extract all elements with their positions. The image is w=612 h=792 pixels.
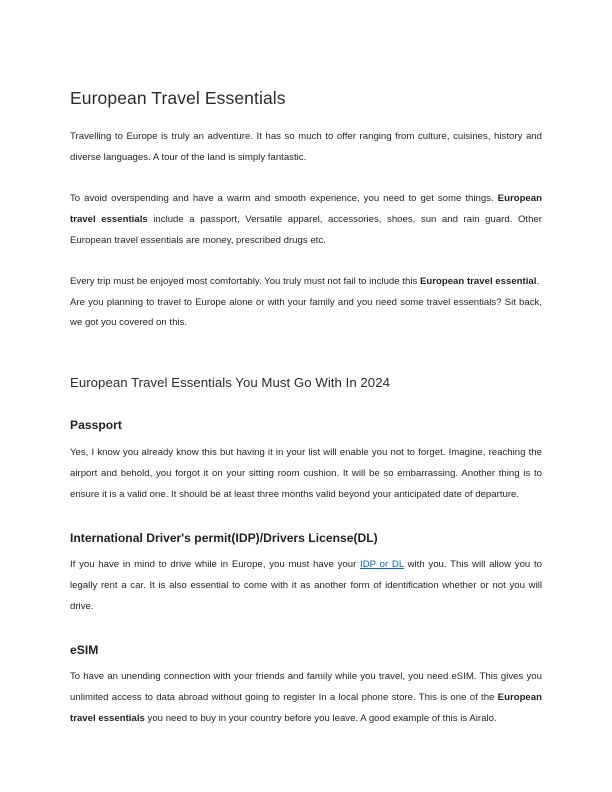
main-heading: European Travel Essentials You Must Go With In 2024	[70, 375, 390, 391]
intro-paragraph-2-text	[70, 189, 542, 251]
document-content	[70, 88, 542, 730]
section-body-esim-bold: European travel essentials	[70, 692, 542, 724]
intro-paragraph-3	[70, 272, 542, 334]
section-body-passport: Yes, I know you already know this but having it in your list will enable you not to forget. Imagine, reaching the airport and behold, you forgot it on your sitting room cushion. It will be so embarrassing. Another thing is to ensure it is a valid one. It should be at least three months valid beyond your anticipated date of departure.	[70, 447, 542, 500]
section-heading-idp: International Driver's permit(IDP)/Drivers License(DL)	[70, 530, 378, 545]
intro-paragraph-2	[70, 189, 542, 251]
intro-p3-bold: European travel essential	[419, 275, 537, 287]
section-heading-esim-block	[70, 643, 542, 659]
section-body-esim-lead: To have an unending connection with your friends and family while you travel, you need eSIM. This gives you unlimited access to data abroad without going to register In a local phone store. This is one of the	[70, 671, 542, 704]
section-body-idp-lead: If you have in mind to drive while in Europe, you must have your	[70, 559, 361, 571]
intro-p2-rest: include a passport, Versatile apparel, accessories, shoes, sun and rain guard. Other European travel essentials are money, prescribed drugs etc.	[70, 213, 542, 246]
section-body-esim-rest: you need to buy in your country before you leave. A good example of this is Airalo.	[144, 712, 497, 724]
section-body-idp-block	[70, 555, 542, 617]
section-body-idp	[70, 555, 542, 617]
section-body-idp-rest: with you. This will allow you to legally rent a car. It is also essential to come with it as another form of identification whether or not you will drive.	[70, 559, 543, 612]
intro-p3-mid: .	[536, 275, 540, 287]
main-heading-block	[70, 374, 542, 391]
section-body-esim-block	[70, 667, 542, 729]
section-heading-passport: Passport	[70, 418, 122, 433]
intro-p3-lead: Every trip must be enjoyed most comfortably. You truly must not fail to include this	[70, 275, 420, 287]
intro-p2-lead: To avoid overspending and have a warm and smooth experience, you need to get some things.	[70, 192, 498, 204]
intro-paragraph-3-text	[70, 272, 542, 334]
section-body-esim	[70, 667, 542, 729]
intro-paragraph-1	[70, 127, 542, 169]
section-heading-idp-block	[70, 531, 542, 547]
intro-p3-rest: Are you planning to travel to Europe alone or with your family and you need some travel essentials? Sit back, we got you covered on this.	[70, 296, 542, 329]
idp-or-dl-link[interactable]: IDP or DL	[360, 559, 404, 571]
section-body-passport-block	[70, 443, 542, 505]
intro-p2-bold: European travel essentials	[70, 192, 542, 225]
intro-paragraph-1-text: Travelling to Europe is truly an adventure. It has so much to offer ranging from culture, cuisines, history and diverse languages. A tour of the land is simply fantastic.	[70, 130, 542, 163]
section-heading-passport-block	[70, 418, 542, 434]
page-title: European Travel Essentials	[70, 88, 286, 108]
section-heading-esim: eSIM	[70, 642, 99, 657]
